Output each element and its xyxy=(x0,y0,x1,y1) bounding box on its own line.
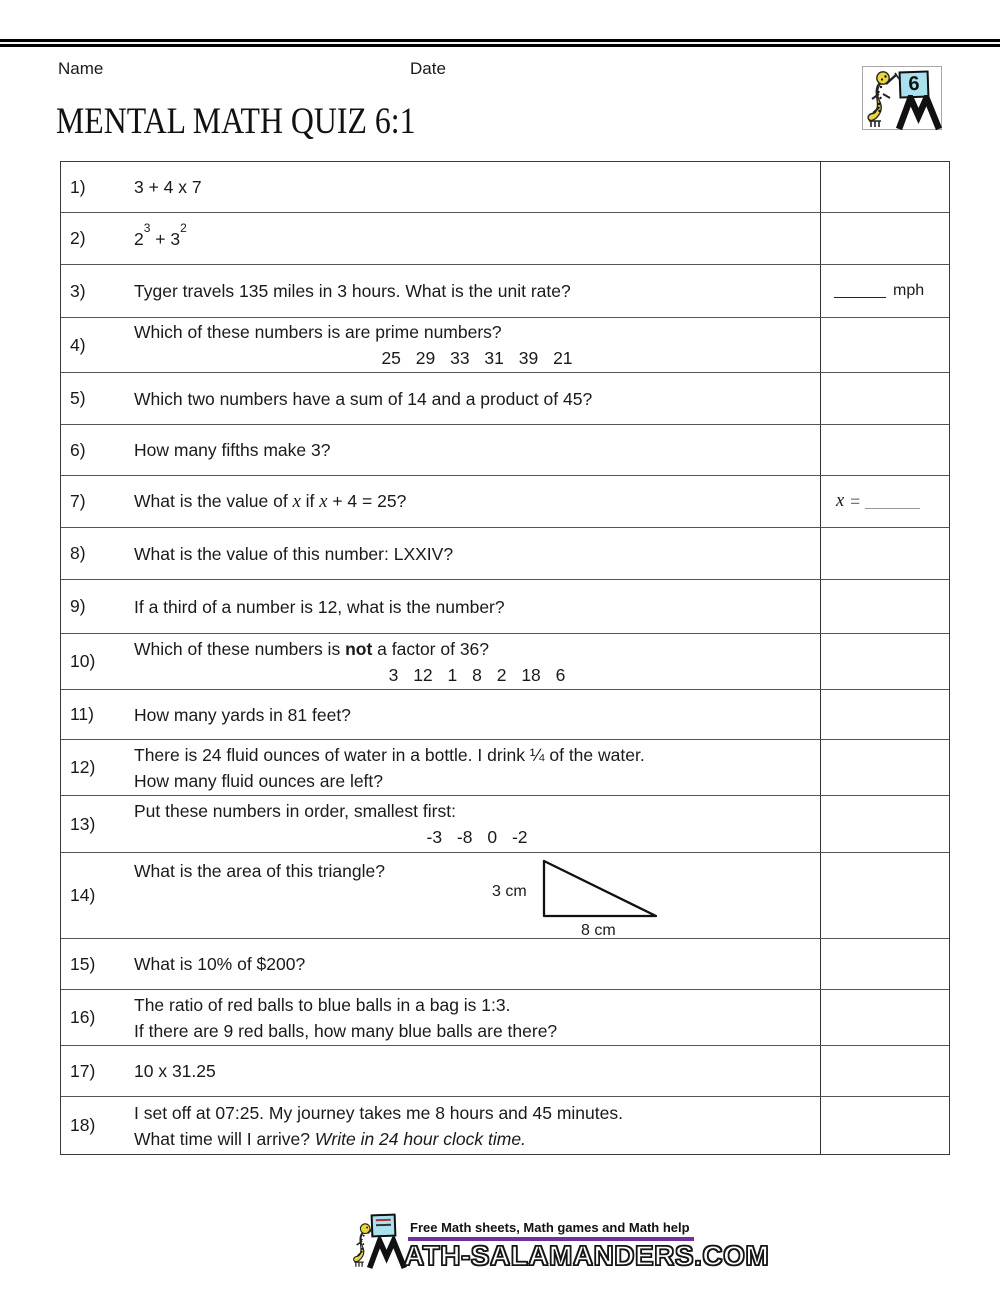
question-number: 10) xyxy=(70,651,96,671)
question-options: -3 -8 0 -2 xyxy=(426,827,528,847)
question-text: The ratio of red balls to blue balls in a bag is 1:3. xyxy=(134,994,511,1015)
question-cell xyxy=(61,476,820,527)
question-text: 10 x 31.25 xyxy=(134,1061,216,1081)
question-number: 8) xyxy=(70,543,86,563)
question-cell xyxy=(61,162,820,212)
question-text: There is 24 fluid ounces of water in a bottle. I drink ¼ of the water. xyxy=(134,744,645,765)
question-number: 2) xyxy=(70,228,86,248)
quiz-row-10 xyxy=(61,633,949,689)
m-logo-icon xyxy=(896,95,942,131)
question-cell xyxy=(61,853,820,938)
question-cell xyxy=(61,1097,820,1154)
quiz-row-16 xyxy=(61,989,949,1045)
question-text: What is 10% of $200? xyxy=(134,954,306,974)
answer-cell xyxy=(820,318,949,372)
triangle-height-label: 3 cm xyxy=(492,883,527,900)
question-text: What is the value of x if x + 4 = 25? xyxy=(134,491,407,512)
grade-badge xyxy=(862,66,942,130)
answer-cell xyxy=(820,939,949,989)
question-text: What time will I arrive? Write in 24 hour clock time. xyxy=(134,1128,526,1149)
question-number: 14) xyxy=(70,885,96,905)
quiz-row-6 xyxy=(61,424,949,475)
answer-cell xyxy=(820,580,949,633)
question-text: 3 + 4 x 7 xyxy=(134,177,202,197)
quiz-row-12 xyxy=(61,739,949,795)
quiz-table xyxy=(60,161,950,1155)
question-options: 25 29 33 31 39 21 xyxy=(381,348,573,368)
quiz-row-2 xyxy=(61,212,949,264)
question-cell xyxy=(61,213,820,264)
answer-cell xyxy=(820,213,949,264)
quiz-row-15 xyxy=(61,938,949,989)
answer-blank-line xyxy=(834,284,886,298)
answer-variable: x xyxy=(836,491,845,511)
question-text: What is the area of this triangle? xyxy=(134,861,385,881)
quiz-row-1 xyxy=(61,162,949,212)
question-number: 9) xyxy=(70,596,86,616)
quiz-row-7 xyxy=(61,475,949,527)
answer-unit: mph xyxy=(893,282,925,299)
question-number: 3) xyxy=(70,280,86,301)
site-logo xyxy=(352,1212,770,1276)
question-number: 1) xyxy=(70,176,86,197)
top-divider xyxy=(0,39,1000,47)
question-cell xyxy=(61,939,820,989)
date-label: Date xyxy=(410,59,446,78)
question-cell xyxy=(61,528,820,579)
question-cell xyxy=(61,373,820,424)
triangle-figure xyxy=(482,855,704,939)
question-text: If there are 9 red balls, how many blue balls are there? xyxy=(134,1020,558,1041)
quiz-row-11 xyxy=(61,689,949,739)
question-cell xyxy=(61,690,820,739)
question-number: 11) xyxy=(70,704,94,724)
question-cell xyxy=(61,796,820,852)
question-cell xyxy=(61,990,820,1045)
question-number: 5) xyxy=(70,388,86,408)
grade-number: 6 xyxy=(908,72,920,96)
question-text: If a third of a number is 12, what is the number? xyxy=(134,596,505,617)
question-text: How many fluid ounces are left? xyxy=(134,770,384,791)
question-cell xyxy=(61,1046,820,1096)
question-number: 12) xyxy=(70,757,96,777)
quiz-row-14 xyxy=(61,852,949,938)
m-logo-icon xyxy=(367,1235,407,1273)
question-cell xyxy=(61,580,820,633)
question-number: 17) xyxy=(70,1060,96,1081)
footer-tagline: Free Math sheets, Math games and Math help xyxy=(410,1220,690,1235)
answer-cell xyxy=(820,634,949,689)
answer-cell xyxy=(820,425,949,475)
quiz-row-4 xyxy=(61,317,949,372)
answer-cell xyxy=(820,1097,949,1154)
page-title: MENTAL MATH QUIZ 6:1 xyxy=(56,101,416,142)
answer-cell xyxy=(820,740,949,795)
question-number: 7) xyxy=(70,491,86,511)
quiz-row-13 xyxy=(61,795,949,852)
question-text: Which of these numbers is are prime numbers? xyxy=(134,322,502,342)
answer-cell xyxy=(820,162,949,212)
answer-cell xyxy=(820,690,949,739)
answer-cell xyxy=(820,476,949,527)
question-number: 15) xyxy=(70,953,96,974)
question-text: How many fifths make 3? xyxy=(134,440,331,460)
question-text: Which of these numbers is not a factor of 36? xyxy=(134,638,490,659)
site-wordmark: ATH-SALAMANDERS.COM xyxy=(404,1240,770,1271)
answer-cell xyxy=(820,373,949,424)
answer-cell xyxy=(820,796,949,852)
quiz-row-9 xyxy=(61,579,949,633)
question-text: How many yards in 81 feet? xyxy=(134,704,351,725)
question-text: $2^3 + 3^2$ xyxy=(134,220,187,249)
quiz-row-17 xyxy=(61,1045,949,1096)
question-number: 18) xyxy=(70,1115,96,1135)
name-label: Name xyxy=(58,59,104,78)
question-number: 4) xyxy=(70,334,86,355)
triangle-base-label: 8 cm xyxy=(581,922,616,939)
question-cell xyxy=(61,425,820,475)
answer-cell xyxy=(820,265,949,317)
answer-equals: = xyxy=(850,491,861,511)
question-number: 6) xyxy=(70,439,86,460)
answer-cell xyxy=(820,1046,949,1096)
quiz-row-8 xyxy=(61,527,949,579)
question-cell xyxy=(61,634,820,689)
question-cell xyxy=(61,265,820,317)
question-text: I set off at 07:25. My journey takes me 8 hours and 45 minutes. xyxy=(134,1102,623,1123)
question-text: Put these numbers in order, smallest first: xyxy=(134,801,456,821)
question-text: Which two numbers have a sum of 14 and a product of 45? xyxy=(134,388,593,409)
question-cell xyxy=(61,318,820,372)
question-number: 16) xyxy=(70,1007,96,1027)
question-cell xyxy=(61,740,820,795)
quiz-row-18 xyxy=(61,1096,949,1154)
answer-cell xyxy=(820,990,949,1045)
answer-blank-line xyxy=(865,504,920,509)
quiz-row-5 xyxy=(61,372,949,424)
question-options: 3 12 1 8 2 18 6 xyxy=(388,664,566,685)
question-text: What is the value of this number: LXXIV? xyxy=(134,543,454,564)
question-number: 13) xyxy=(70,813,96,834)
quiz-row-3 xyxy=(61,264,949,317)
mini-chalkboard-icon xyxy=(371,1214,397,1238)
question-text: Tyger travels 135 miles in 3 hours. What is the unit rate? xyxy=(134,281,571,301)
answer-cell xyxy=(820,528,949,579)
answer-cell xyxy=(820,853,949,938)
